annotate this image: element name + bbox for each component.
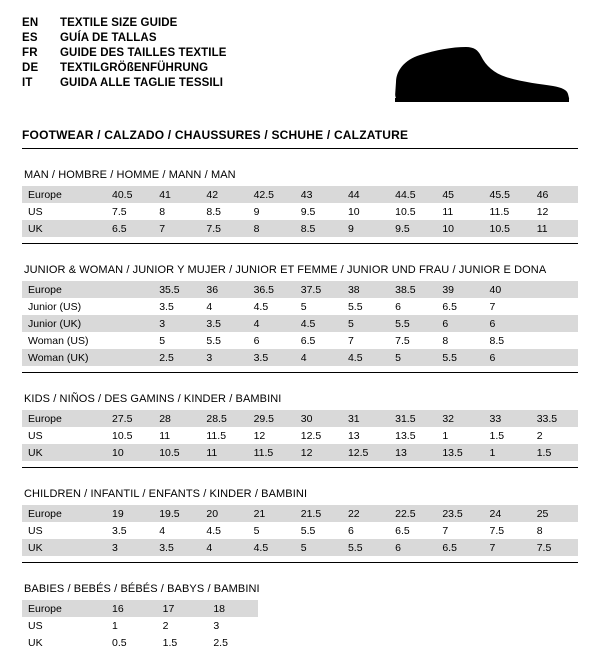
size-cell: 5 — [248, 522, 295, 539]
size-cell: 2 — [157, 617, 208, 634]
size-cell — [531, 349, 578, 366]
row-label: Woman (UK) — [22, 349, 106, 366]
size-cell: 32 — [436, 410, 483, 427]
row-label: UK — [22, 539, 106, 556]
table-row — [22, 634, 258, 651]
language-title: TEXTILGRÖßENFÜHRUNG — [60, 62, 209, 74]
block-title: KIDS / NIÑOS / DES GAMINS / KINDER / BAMBINI — [24, 393, 282, 405]
size-cell: 11.5 — [248, 444, 295, 461]
size-cell: 6 — [389, 539, 436, 556]
size-cell: 12 — [295, 444, 342, 461]
size-cell: 13.5 — [389, 427, 436, 444]
row-label: US — [22, 617, 106, 634]
size-cell: 22.5 — [389, 505, 436, 522]
size-cell: 36 — [200, 281, 247, 298]
size-cell: 40 — [484, 281, 531, 298]
row-label: UK — [22, 444, 106, 461]
size-block-junior-woman — [22, 264, 578, 373]
size-cell: 10.5 — [153, 444, 200, 461]
size-cell: 25 — [531, 505, 578, 522]
size-cell: 44.5 — [389, 186, 436, 203]
size-cell: 8 — [436, 332, 483, 349]
size-cell: 6.5 — [389, 522, 436, 539]
size-cell: 29.5 — [248, 410, 295, 427]
size-cell: 3.5 — [200, 315, 247, 332]
size-cell: 10 — [436, 220, 483, 237]
language-row — [22, 48, 227, 63]
row-label: Europe — [22, 281, 106, 298]
size-cell: 7.5 — [484, 522, 531, 539]
size-cell: 13.5 — [436, 444, 483, 461]
size-cell: 5 — [295, 539, 342, 556]
row-label: UK — [22, 634, 106, 651]
row-label: Europe — [22, 186, 106, 203]
size-cell: 9.5 — [295, 203, 342, 220]
block-divider — [22, 243, 578, 244]
size-table-man — [22, 186, 578, 237]
size-cell: 7.5 — [531, 539, 578, 556]
size-cell: 4 — [248, 315, 295, 332]
size-cell: 8.5 — [200, 203, 247, 220]
language-row — [22, 78, 227, 93]
size-cell: 3.5 — [153, 298, 200, 315]
size-cell: 11 — [200, 444, 247, 461]
size-cell: 24 — [484, 505, 531, 522]
size-cell: 1 — [484, 444, 531, 461]
table-row — [22, 444, 578, 461]
size-cell: 43 — [295, 186, 342, 203]
size-cell: 27.5 — [106, 410, 153, 427]
language-code: FR — [22, 47, 38, 59]
size-cell: 10 — [342, 203, 389, 220]
table-row — [22, 281, 578, 298]
row-label: UK — [22, 220, 106, 237]
size-table-babies — [22, 600, 258, 651]
size-cell: 5 — [342, 315, 389, 332]
size-cell: 13 — [389, 444, 436, 461]
size-table-kids — [22, 410, 578, 461]
size-cell: 42 — [200, 186, 247, 203]
size-cell: 28.5 — [200, 410, 247, 427]
row-label: Woman (US) — [22, 332, 106, 349]
size-cell: 1 — [436, 427, 483, 444]
size-cell: 19.5 — [153, 505, 200, 522]
size-cell: 23.5 — [436, 505, 483, 522]
size-table-children — [22, 505, 578, 556]
size-cell: 7 — [153, 220, 200, 237]
table-row — [22, 298, 578, 315]
size-cell: 4.5 — [295, 315, 342, 332]
size-cell: 41 — [153, 186, 200, 203]
size-cell: 10.5 — [389, 203, 436, 220]
size-cell: 9.5 — [389, 220, 436, 237]
size-cell: 6 — [484, 349, 531, 366]
size-cell — [531, 315, 578, 332]
size-cell: 4.5 — [342, 349, 389, 366]
size-cell: 4.5 — [200, 522, 247, 539]
size-cell: 0.5 — [106, 634, 157, 651]
size-cell — [106, 332, 153, 349]
size-cell: 44 — [342, 186, 389, 203]
size-cell: 7.5 — [200, 220, 247, 237]
size-cell: 4 — [200, 539, 247, 556]
size-cell: 5.5 — [436, 349, 483, 366]
block-title: BABIES / BEBÉS / BÉBÉS / BABYS / BAMBINI — [24, 583, 260, 595]
size-cell: 39 — [436, 281, 483, 298]
language-row — [22, 18, 227, 33]
size-cell: 19 — [106, 505, 153, 522]
language-title: GUÍA DE TALLAS — [60, 32, 157, 44]
size-cell: 4 — [200, 298, 247, 315]
size-cell: 5.5 — [389, 315, 436, 332]
size-cell: 38 — [342, 281, 389, 298]
size-cell: 12 — [248, 427, 295, 444]
size-cell — [106, 298, 153, 315]
size-cell: 16 — [106, 600, 157, 617]
size-cell: 30 — [295, 410, 342, 427]
language-code: DE — [22, 62, 39, 74]
row-label: Europe — [22, 600, 106, 617]
size-cell: 11.5 — [484, 203, 531, 220]
block-divider — [22, 562, 578, 563]
size-cell: 8 — [153, 203, 200, 220]
table-row — [22, 332, 578, 349]
size-cell: 45 — [436, 186, 483, 203]
size-cell: 2.5 — [153, 349, 200, 366]
language-code: EN — [22, 17, 39, 29]
size-cell: 7 — [342, 332, 389, 349]
size-cell: 9 — [248, 203, 295, 220]
size-cell: 35.5 — [153, 281, 200, 298]
size-cell: 5 — [153, 332, 200, 349]
size-cell: 4 — [295, 349, 342, 366]
size-cell: 10.5 — [484, 220, 531, 237]
size-cell: 33.5 — [531, 410, 578, 427]
row-label: US — [22, 427, 106, 444]
size-cell: 9 — [342, 220, 389, 237]
row-label: Junior (US) — [22, 298, 106, 315]
size-cell: 40.5 — [106, 186, 153, 203]
size-cell: 37.5 — [295, 281, 342, 298]
size-cell: 46 — [531, 186, 578, 203]
language-title: TEXTILE SIZE GUIDE — [60, 17, 178, 29]
size-cell: 5.5 — [295, 522, 342, 539]
language-row — [22, 33, 227, 48]
size-cell: 4.5 — [248, 539, 295, 556]
block-title: MAN / HOMBRE / HOMME / MANN / MAN — [24, 169, 236, 181]
size-cell: 7.5 — [389, 332, 436, 349]
document-header — [22, 18, 578, 114]
size-cell: 42.5 — [248, 186, 295, 203]
size-cell — [531, 281, 578, 298]
size-cell: 3 — [153, 315, 200, 332]
size-cell: 3.5 — [248, 349, 295, 366]
size-cell: 5.5 — [342, 298, 389, 315]
language-code: ES — [22, 32, 38, 44]
size-cell — [531, 332, 578, 349]
row-label: Europe — [22, 505, 106, 522]
size-cell: 11.5 — [200, 427, 247, 444]
size-cell: 3 — [106, 539, 153, 556]
size-cell: 31.5 — [389, 410, 436, 427]
size-cell: 28 — [153, 410, 200, 427]
size-cell: 1 — [106, 617, 157, 634]
size-cell: 4.5 — [248, 298, 295, 315]
size-cell: 5 — [295, 298, 342, 315]
size-cell: 12.5 — [295, 427, 342, 444]
block-title: JUNIOR & WOMAN / JUNIOR Y MUJER / JUNIOR ET FEMME / JUNIOR UND FRAU / JUNIOR E DONA — [24, 264, 547, 276]
size-cell: 6 — [436, 315, 483, 332]
table-row — [22, 349, 578, 366]
size-cell: 6.5 — [106, 220, 153, 237]
size-cell: 38.5 — [389, 281, 436, 298]
size-cell: 6 — [248, 332, 295, 349]
row-label: Junior (UK) — [22, 315, 106, 332]
size-cell — [106, 349, 153, 366]
size-cell — [531, 298, 578, 315]
size-cell: 5.5 — [342, 539, 389, 556]
block-divider — [22, 372, 578, 373]
size-cell: 13 — [342, 427, 389, 444]
size-cell: 11 — [153, 427, 200, 444]
block-divider — [22, 467, 578, 468]
size-cell: 6 — [484, 315, 531, 332]
size-cell: 6.5 — [295, 332, 342, 349]
size-cell: 3.5 — [106, 522, 153, 539]
size-cell: 7.5 — [106, 203, 153, 220]
size-cell: 7 — [436, 522, 483, 539]
size-cell: 11 — [531, 220, 578, 237]
header-divider — [22, 148, 578, 149]
language-row — [22, 63, 227, 78]
block-title: CHILDREN / INFANTIL / ENFANTS / KINDER / BAMBINI — [24, 488, 308, 500]
table-row — [22, 617, 258, 634]
size-cell: 31 — [342, 410, 389, 427]
size-cell: 18 — [207, 600, 258, 617]
language-title: GUIDE DES TAILLES TEXTILE — [60, 47, 227, 59]
size-cell: 3 — [200, 349, 247, 366]
size-cell: 5.5 — [200, 332, 247, 349]
size-cell: 17 — [157, 600, 208, 617]
language-title: GUIDA ALLE TAGLIE TESSILI — [60, 77, 224, 89]
size-block-babies — [22, 583, 578, 651]
table-row — [22, 539, 578, 556]
size-cell: 10 — [106, 444, 153, 461]
size-cell: 33 — [484, 410, 531, 427]
row-label: US — [22, 203, 106, 220]
size-cell: 4 — [153, 522, 200, 539]
size-cell: 1.5 — [531, 444, 578, 461]
size-cell: 3 — [207, 617, 258, 634]
table-row — [22, 522, 578, 539]
size-cell: 2.5 — [207, 634, 258, 651]
size-cell: 21.5 — [295, 505, 342, 522]
size-cell: 22 — [342, 505, 389, 522]
size-cell: 6.5 — [436, 539, 483, 556]
footwear-section-title: FOOTWEAR / CALZADO / CHAUSSURES / SCHUHE / CALZATURE — [22, 128, 409, 142]
size-block-man — [22, 169, 578, 244]
size-block-kids — [22, 393, 578, 468]
size-cell: 7 — [484, 298, 531, 315]
size-cell: 10.5 — [106, 427, 153, 444]
size-cell: 8 — [248, 220, 295, 237]
table-row — [22, 315, 578, 332]
size-cell: 36.5 — [248, 281, 295, 298]
size-cell: 12 — [531, 203, 578, 220]
size-cell: 21 — [248, 505, 295, 522]
size-cell: 7 — [484, 539, 531, 556]
size-cell: 6 — [342, 522, 389, 539]
size-cell: 12.5 — [342, 444, 389, 461]
size-cell — [106, 315, 153, 332]
table-row — [22, 220, 578, 237]
row-label: Europe — [22, 410, 106, 427]
language-code: IT — [22, 77, 33, 89]
size-cell: 8.5 — [484, 332, 531, 349]
table-row — [22, 186, 578, 203]
size-cell: 2 — [531, 427, 578, 444]
size-cell: 11 — [436, 203, 483, 220]
table-row — [22, 427, 578, 444]
size-cell: 8.5 — [295, 220, 342, 237]
size-cell: 6 — [389, 298, 436, 315]
size-cell: 5 — [389, 349, 436, 366]
size-cell: 6.5 — [436, 298, 483, 315]
language-title-list — [22, 18, 227, 93]
table-row — [22, 505, 578, 522]
dress-shoe-icon — [382, 38, 572, 108]
size-block-children — [22, 488, 578, 563]
table-row — [22, 203, 578, 220]
size-cell: 3.5 — [153, 539, 200, 556]
size-cell: 8 — [531, 522, 578, 539]
size-cell: 1.5 — [157, 634, 208, 651]
row-label: US — [22, 522, 106, 539]
size-cell: 1.5 — [484, 427, 531, 444]
size-cell: 45.5 — [484, 186, 531, 203]
table-row — [22, 600, 258, 617]
size-table-junior-woman — [22, 281, 578, 366]
size-cell: 20 — [200, 505, 247, 522]
size-cell — [106, 281, 153, 298]
table-row — [22, 410, 578, 427]
